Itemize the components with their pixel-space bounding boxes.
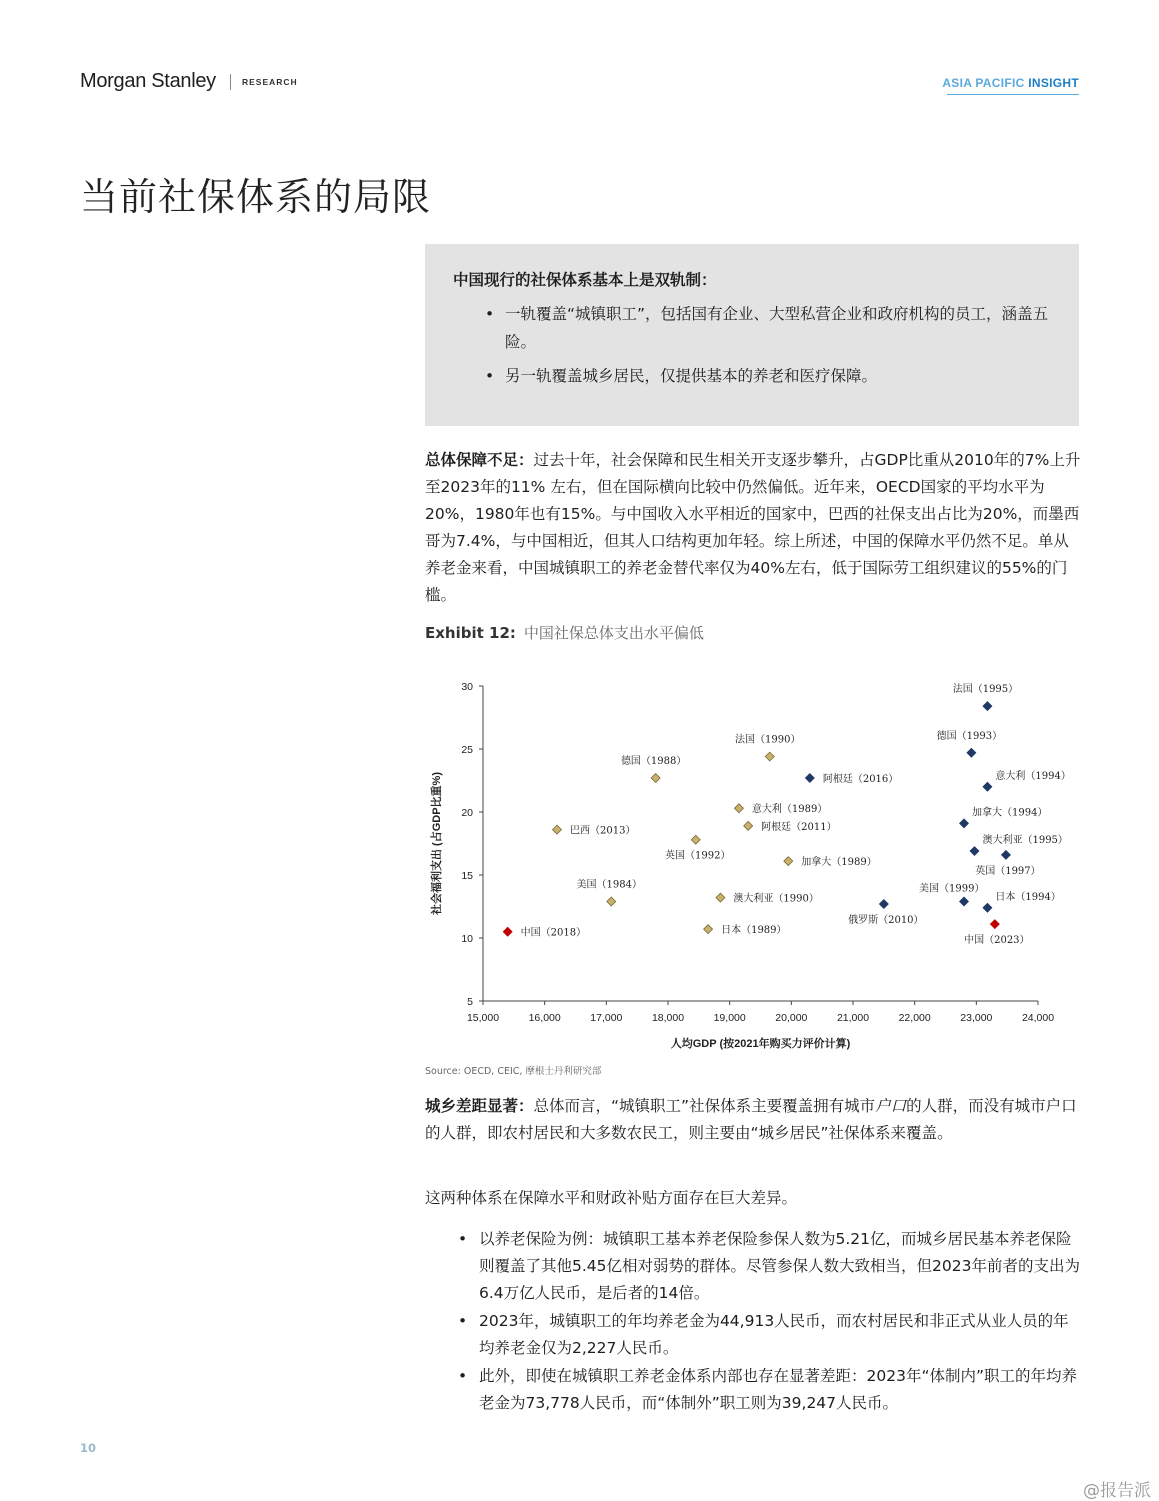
y-tick-label: 5 (467, 996, 473, 1008)
data-point (607, 897, 616, 906)
paragraph-text: 过去十年，社会保障和民生相关开支逐步攀升，占GDP比重从2010年的7%上升至2023年的11% 左右，但在国际横向比较中仍然偏低。近年来，OECD国家的平均水平为20%，1980年也有15%。与中国收入水平相近的国家中，巴西的社保支出占比为20%，而墨西哥为7.4%，与中国相近，但其人口结构更加年轻。综上所述，中国的保障水平仍然不足。单从养老金来看，中国城镇职工的养老金替代率仅为40%左右，低于国际劳工组织建议的55%的门槛。 (425, 451, 1081, 604)
paragraph-urban-rural-gap (425, 1093, 1081, 1147)
callout-item: • 另一轨覆盖城乡居民，仅提供基本的养老和医疗保障。 (485, 362, 1055, 390)
exhibit-title: 中国社保总体支出水平偏低 (523, 624, 704, 642)
data-point (1001, 850, 1010, 859)
x-tick-label: 22,000 (898, 1012, 931, 1024)
x-tick-label: 16,000 (528, 1012, 561, 1024)
point-label: 法国（1995） (952, 684, 1019, 696)
series-label-b: INSIGHT (1028, 76, 1079, 90)
data-point (704, 925, 713, 934)
morgan-stanley-logo: Morgan Stanley (80, 70, 216, 92)
data-point (651, 773, 660, 782)
x-tick-label: 15,000 (466, 1012, 500, 1024)
data-point (716, 893, 725, 902)
point-label: 日本（1989） (721, 925, 787, 937)
exhibit-caption (425, 622, 704, 643)
data-point (765, 752, 774, 761)
paragraph-lead: 城乡差距显著： (425, 1097, 534, 1115)
watermark: @报告派 (1083, 1481, 1151, 1501)
x-tick-label: 23,000 (960, 1012, 993, 1024)
data-point (553, 825, 562, 834)
data-point (503, 927, 512, 936)
point-label: 意大利（1994） (995, 770, 1071, 782)
chart-marks (503, 682, 1071, 946)
point-label: 英国（1997） (975, 865, 1041, 877)
point-label: 日本（1994） (995, 891, 1061, 903)
point-label: 澳大利亚（1990） (733, 893, 819, 905)
y-tick-label: 15 (461, 870, 473, 882)
point-label: 阿根廷（2011） (761, 821, 837, 833)
x-tick-label: 19,000 (713, 1012, 746, 1024)
paragraph-lead: 总体保障不足： (425, 451, 534, 469)
y-tick-label: 20 (461, 807, 473, 819)
x-tick-label: 17,000 (590, 1012, 623, 1024)
point-label: 俄罗斯（2010） (848, 914, 924, 926)
point-label: 美国（1984） (576, 879, 642, 891)
callout-list (485, 300, 1055, 396)
point-label: 意大利（1989） (751, 804, 828, 816)
header-separator (230, 74, 231, 90)
page-number: 10 (80, 1441, 97, 1455)
x-tick-label: 18,000 (651, 1012, 685, 1024)
data-point (960, 819, 969, 828)
x-axis-title: 人均GDP (按2021年购买力评价计算) (670, 1038, 851, 1050)
x-tick-label: 24,000 (1021, 1012, 1055, 1024)
header-rule (947, 94, 1079, 95)
bullet-item: • 2023年，城镇职工的年均养老金为44,913人民币，而农村居民和非正式从业人员的年均养老金仅为2,227人民币。 (458, 1308, 1080, 1362)
x-tick-label: 20,000 (775, 1012, 808, 1024)
chart-source: Source: OECD, CEIC, 摩根士丹利研究部 (425, 1066, 602, 1077)
point-label: 中国（2018） (520, 927, 587, 939)
bullet-item: • 此外，即使在城镇职工养老金体系内部也存在显著差距：2023年“体制内”职工的年均养老金为73,778人民币，而“体制外”职工则为39,247人民币。 (458, 1363, 1080, 1417)
series-label-a: ASIA PACIFIC (942, 76, 1029, 90)
point-label: 中国（2023） (964, 935, 1030, 947)
data-point (960, 897, 969, 906)
paragraph-emphasis: 户口 (875, 1097, 907, 1115)
point-label: 加拿大（1994） (972, 807, 1048, 819)
x-tick-label: 21,000 (836, 1012, 870, 1024)
paragraph-text: 的人群，而没有城市户口的人群，即农村居民和大多数农民工，则主要由“城乡居民”社保体系来覆盖。 (425, 1097, 1077, 1142)
data-point (734, 804, 743, 813)
paragraph-insufficient-coverage (425, 447, 1081, 609)
point-label: 德国（1993） (936, 730, 1003, 742)
paragraph-text: 总体而言，“城镇职工”社保体系主要覆盖拥有城市 (533, 1097, 876, 1115)
data-point (805, 773, 814, 782)
y-tick-label: 30 (461, 681, 473, 693)
paragraph-difference: 这两种体系在保障水平和财政补贴方面存在巨大差异。 (425, 1189, 798, 1207)
point-label: 加拿大（1989） (801, 857, 877, 869)
point-label: 巴西（2013） (570, 825, 636, 837)
data-point (784, 857, 793, 866)
data-point (879, 899, 888, 908)
data-point (983, 903, 992, 912)
point-label: 法国（1990） (735, 734, 801, 746)
bullet-list (458, 1226, 1080, 1418)
data-point (983, 782, 992, 791)
y-tick-label: 10 (461, 933, 473, 945)
data-point (967, 748, 976, 757)
page-title: 当前社保体系的局限 (80, 175, 432, 219)
point-label: 澳大利亚（1995） (982, 835, 1068, 847)
point-label: 阿根廷（2016） (822, 773, 899, 785)
point-label: 德国（1988） (620, 755, 687, 767)
data-point (990, 920, 999, 929)
y-tick-label: 25 (461, 744, 473, 756)
callout-item: • 一轨覆盖“城镇职工”，包括国有企业、大型私营企业和政府机构的员工，涵盖五险。 (485, 300, 1055, 356)
callout-box (425, 244, 1079, 426)
data-point (970, 847, 979, 856)
data-point (691, 835, 700, 844)
data-point (983, 702, 992, 711)
series-label (942, 76, 1079, 90)
y-axis-title: 社会福利支出 (占GDP比重%) (431, 772, 443, 915)
bullet-item: • 以养老保险为例：城镇职工基本养老保险参保人数为5.21亿，而城乡居民基本养老保险则覆盖了其他5.45亿相对弱势的群体。尽管参保人数大致相当，但2023年前者的支出为6.4万亿人民币，是后者的14倍。 (458, 1226, 1080, 1307)
exhibit-label: Exhibit 12: (425, 624, 516, 642)
point-label: 英国（1992） (665, 850, 731, 862)
scatter-chart (425, 672, 1079, 1057)
research-label: RESEARCH (242, 77, 298, 87)
data-point (744, 821, 753, 830)
callout-heading: 中国现行的社保体系基本上是双轨制： (453, 271, 717, 289)
point-label: 美国（1999） (919, 883, 985, 895)
